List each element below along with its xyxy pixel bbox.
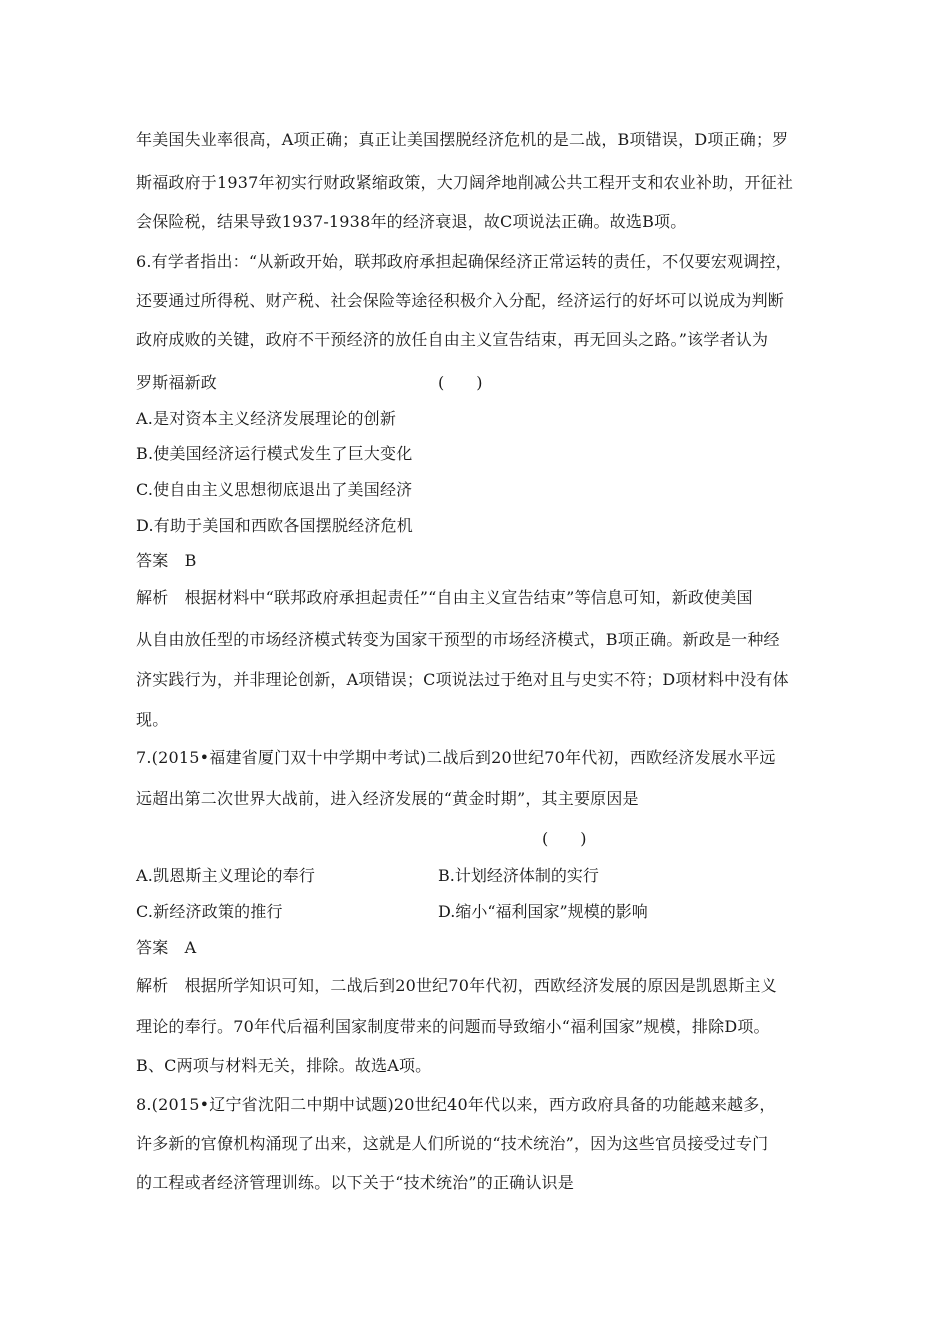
answer-label: 答案 B [136, 551, 197, 570]
question-6-stem: 6.有学者指出：“从新政开始，联邦政府承担起确保经济正常运转的责任，不仅要宏观调控， [136, 252, 792, 271]
text-line: 理论的奉行。70年代后福利国家制度带来的问题而导致缩小“福利国家”规模，排除D项。 [136, 1017, 770, 1036]
option-a: A.凯恩斯主义理论的奉行 [136, 866, 316, 885]
option-a: A.是对资本主义经济发展理论的创新 [136, 409, 397, 428]
text-line: 的工程或者经济管理训练。以下关于“技术统治”的正确认识是 [136, 1173, 574, 1192]
option-d: D.有助于美国和西欧各国摆脱经济危机 [136, 516, 413, 535]
analysis-text: 解析 根据材料中“联邦政府承担起责任”“自由主义宣告结束”等信息可知，新政使美国 [136, 588, 753, 607]
answer-blank: ( ) [542, 829, 587, 848]
text-line: 许多新的官僚机构涌现了出来，这就是人们所说的“技术统治”，因为这些官员接受过专门 [136, 1134, 769, 1153]
text-line: 会保险税，结果导致1937-1938年的经济衰退，故C项说法正确。故选B项。 [136, 212, 687, 231]
text-line: 现。 [136, 710, 169, 729]
option-d: D.缩小“福利国家”规模的影响 [438, 902, 648, 921]
option-c: C.使自由主义思想彻底退出了美国经济 [136, 480, 413, 499]
text-line: B、C两项与材料无关，排除。故选A项。 [136, 1056, 432, 1075]
question-7-stem: 7.(2015•福建省厦门双十中学期中考试)二战后到20世纪70年代初，西欧经济发展水平远 [136, 748, 776, 767]
text-line: 济实践行为，并非理论创新，A项错误；C项说法过于绝对且与史实不符；D项材料中没有体 [136, 670, 789, 689]
question-8-stem: 8.(2015•辽宁省沈阳二中期中试题)20世纪40年代以来，西方政府具备的功能越来越多， [136, 1095, 776, 1114]
text-line: 政府成败的关键，政府不干预经济的放任自由主义宣告结束，再无回头之路。”该学者认为 [136, 330, 769, 349]
text-line: 年美国失业率很高，A项正确；真正让美国摆脱经济危机的是二战，B项错误，D项正确；罗 [136, 130, 789, 149]
text-line: 从自由放任型的市场经济模式转变为国家干预型的市场经济模式，B项正确。新政是一种经 [136, 630, 780, 649]
answer-blank: ( ) [438, 373, 483, 392]
analysis-text: 解析 根据所学知识可知，二战后到20世纪70年代初，西欧经济发展的原因是凯恩斯主义 [136, 976, 777, 995]
option-b: B.计划经济体制的实行 [438, 866, 599, 885]
text-line: 罗斯福新政 [136, 373, 218, 392]
answer-label: 答案 A [136, 938, 197, 957]
option-c: C.新经济政策的推行 [136, 902, 283, 921]
option-b: B.使美国经济运行模式发生了巨大变化 [136, 444, 413, 463]
text-line: 斯福政府于1937年初实行财政紧缩政策，大刀阔斧地削减公共工程开支和农业补助，开征社 [136, 173, 794, 192]
text-line: 远超出第二次世界大战前，进入经济发展的“黄金时期”，其主要原因是 [136, 789, 639, 808]
text-line: 还要通过所得税、财产税、社会保险等途径积极介入分配，经济运行的好坏可以说成为判断 [136, 291, 785, 310]
